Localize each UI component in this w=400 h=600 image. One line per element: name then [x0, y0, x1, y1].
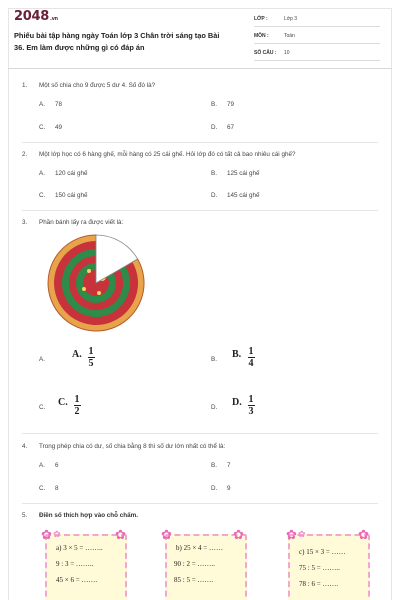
meta-row-count [254, 46, 380, 61]
option-3b[interactable] [211, 346, 271, 376]
flower-icon: ✿ [53, 529, 61, 539]
flower-icon: ✿ [41, 527, 52, 542]
option-text: 8 [55, 485, 59, 492]
fraction [246, 394, 256, 417]
worksheet-title: Phiếu bài tập hàng ngày Toán lớp 3 Chân trời sáng tạo Bài 36. Em làm được những gì có đáp án [14, 31, 220, 52]
site-logo[interactable] [14, 9, 58, 24]
exercise-line: 45 × 6 = ……. [56, 576, 98, 584]
option-3c[interactable] [39, 394, 99, 424]
flower-icon: ✿ [233, 527, 244, 542]
option-big-letter: B. [232, 349, 242, 360]
option-1d[interactable] [211, 124, 234, 131]
flower-icon: ✿ [161, 527, 172, 542]
question-2 [22, 151, 295, 158]
question-number: 2. [22, 151, 28, 158]
option-letter: B. [211, 170, 217, 177]
option-big-letter: A. [72, 349, 82, 360]
question-separator [22, 142, 378, 143]
meta-row-grade [254, 12, 380, 27]
logo-suffix: .vn [49, 16, 58, 22]
option-text: 9 [227, 485, 231, 492]
question-separator [22, 210, 378, 211]
logo-text: 2048 [14, 9, 49, 24]
denominator: 4 [248, 357, 254, 369]
flower-icon: ✿ [286, 527, 297, 542]
option-letter: B. [211, 462, 217, 469]
fraction [246, 346, 256, 369]
option-letter: B. [211, 101, 217, 108]
denominator: 3 [248, 405, 254, 417]
meta-key: LỚP : [254, 16, 268, 22]
option-text: 78 [55, 101, 63, 108]
denominator: 2 [74, 405, 80, 417]
option-text: 6 [55, 462, 59, 469]
option-text: 49 [55, 124, 63, 131]
exercise-line: 9 : 3 = …….. [56, 560, 94, 568]
question-text: Trong phép chia có dư, số chia bằng 8 thì số dư lớn nhất có thể là: [39, 443, 226, 450]
question-number: 1. [22, 82, 28, 89]
pizza-image [44, 231, 148, 335]
option-letter: C. [39, 404, 46, 411]
option-3d[interactable] [211, 394, 271, 424]
option-text: 145 cái ghế [227, 192, 260, 199]
option-text: 120 cái ghế [55, 170, 88, 177]
exercise-line: 78 : 6 = ……. [299, 580, 339, 588]
option-text: 67 [227, 124, 235, 131]
meta-row-subject [254, 29, 380, 44]
flower-icon: ✿ [298, 529, 306, 539]
option-2c[interactable] [39, 192, 88, 199]
option-letter: C. [39, 124, 46, 131]
option-1c[interactable] [39, 124, 62, 131]
exercise-card-c [286, 527, 370, 600]
question-text: Một lớp học có 6 hàng ghế, mỗi hàng có 25 cái ghế. Hỏi lớp đó có tất cả bao nhiêu cái ghế? [39, 151, 296, 158]
question-text: Điền số thích hợp vào chỗ chấm. [39, 512, 138, 519]
question-separator [22, 433, 378, 434]
option-letter: B. [211, 356, 217, 363]
option-letter: C. [39, 485, 46, 492]
question-text: Phần bánh lấy ra được viết là: [39, 219, 124, 226]
option-text: 7 [227, 462, 231, 469]
meta-key: SỐ CÂU : [254, 50, 277, 56]
numerator: 1 [248, 346, 254, 357]
option-letter: A. [39, 356, 45, 363]
exercise-card-a [41, 527, 127, 600]
option-letter: A. [39, 462, 45, 469]
option-letter: A. [39, 101, 45, 108]
question-text: Một số chia cho 9 được 5 dư 4. Số đó là? [39, 82, 156, 89]
question-4 [22, 443, 225, 450]
meta-value: Lớp 3 [284, 16, 298, 22]
option-2a[interactable] [39, 170, 88, 177]
option-big-letter: D. [232, 397, 242, 408]
option-text: 150 cái ghế [55, 192, 88, 199]
question-number: 4. [22, 443, 28, 450]
question-5 [22, 512, 138, 519]
numerator: 1 [248, 394, 254, 405]
option-letter: C. [39, 192, 46, 199]
numerator: 1 [88, 346, 94, 357]
option-text: 125 cái ghế [227, 170, 260, 177]
option-letter: D. [211, 124, 218, 131]
fraction [72, 394, 82, 417]
question-number: 3. [22, 219, 28, 226]
header-divider [8, 68, 392, 69]
option-letter: A. [39, 170, 45, 177]
exercise-card-b [161, 527, 247, 600]
exercise-line: a) 3 × 5 = …….. [56, 544, 103, 552]
option-2b[interactable] [211, 170, 260, 177]
question-number: 5. [22, 512, 28, 519]
option-4c[interactable] [39, 485, 59, 492]
option-letter: D. [211, 404, 218, 411]
exercise-line: 75 : 5 = …….. [299, 564, 340, 572]
option-1a[interactable] [39, 101, 62, 108]
option-4b[interactable] [211, 462, 231, 469]
question-1 [22, 82, 155, 89]
exercise-line: 85 : 5 = ……. [174, 576, 214, 584]
exercise-line: 90 : 2 = …….. [174, 560, 215, 568]
option-letter: D. [211, 485, 218, 492]
flower-icon: ✿ [358, 527, 369, 542]
option-letter: D. [211, 192, 218, 199]
option-3a[interactable] [39, 346, 99, 376]
meta-key: MÔN : [254, 33, 269, 39]
meta-panel [254, 12, 380, 63]
option-big-letter: C. [58, 397, 68, 408]
option-2d[interactable] [211, 192, 260, 199]
numerator: 1 [74, 394, 80, 405]
meta-value: Toán [284, 33, 295, 39]
exercise-line: b) 25 × 4 = …… [176, 544, 223, 552]
meta-value: 10 [284, 50, 290, 56]
option-text: 79 [227, 101, 235, 108]
option-1b[interactable] [211, 101, 234, 108]
denominator: 5 [88, 357, 94, 369]
option-4a[interactable] [39, 462, 59, 469]
exercise-line: c) 15 × 3 = …… [299, 548, 346, 556]
flower-icon: ✿ [115, 527, 126, 542]
fraction [86, 346, 96, 369]
option-4d[interactable] [211, 485, 231, 492]
question-separator [22, 503, 378, 504]
question-3 [22, 219, 123, 226]
